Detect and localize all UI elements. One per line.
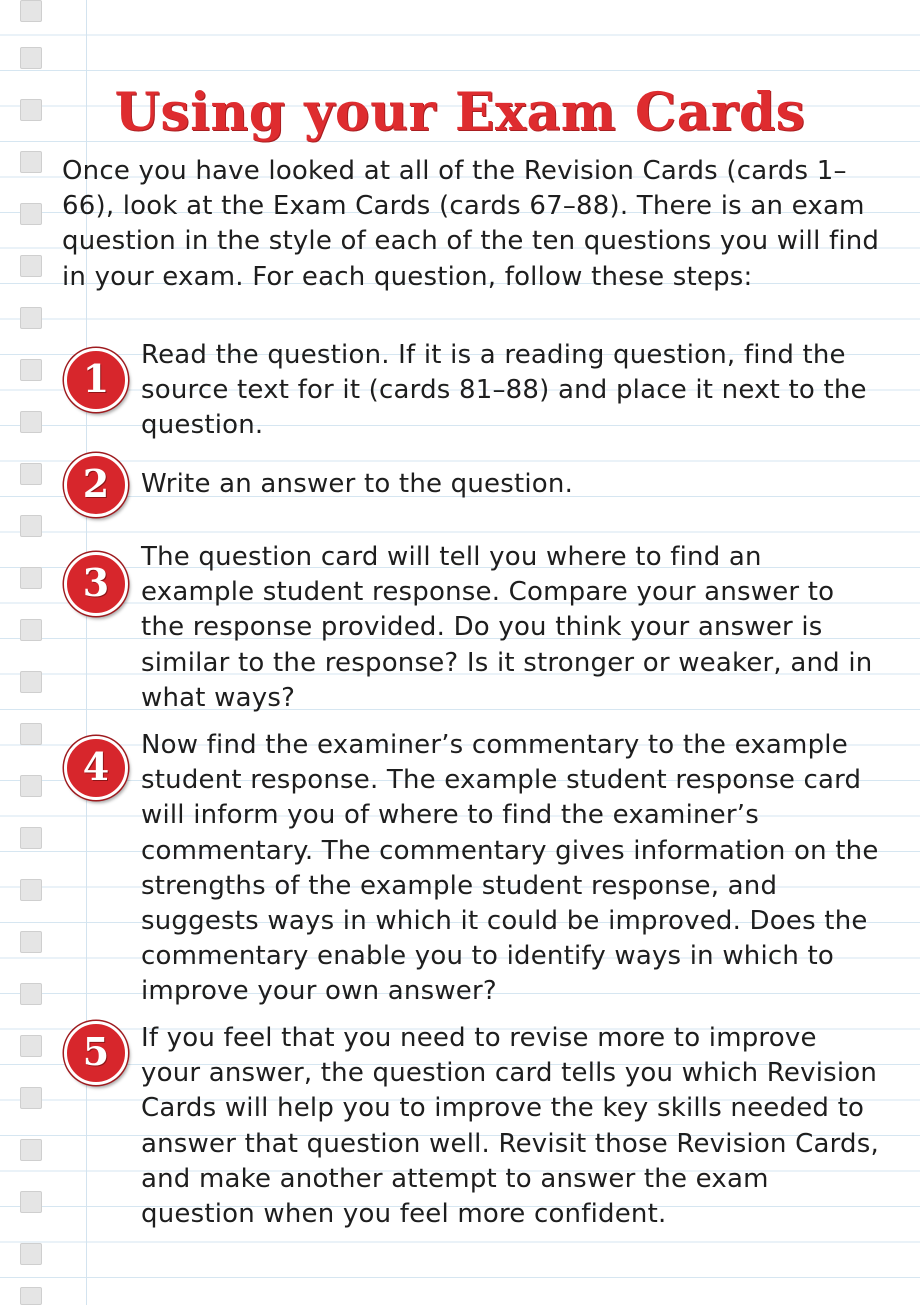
step-text: Write an answer to the question.	[141, 469, 574, 499]
binder-holes	[0, 0, 60, 1305]
step-number-badge: 1	[64, 348, 128, 412]
step-2	[62, 461, 882, 506]
step-4	[62, 728, 882, 1010]
step-number-badge: 2	[64, 453, 128, 517]
binder-hole	[20, 255, 42, 277]
step-number-badge: 5	[64, 1021, 128, 1085]
binder-hole	[20, 151, 42, 173]
binder-hole	[20, 359, 42, 381]
page-title: Using your Exam Cards	[114, 82, 806, 143]
binder-hole	[20, 983, 42, 1005]
step-3	[62, 540, 882, 716]
binder-hole	[20, 567, 42, 589]
binder-hole	[20, 827, 42, 849]
binder-hole	[20, 619, 42, 641]
binder-hole	[20, 1287, 42, 1305]
step-text: If you feel that you need to revise more to improve your answer, the question card tells you which Revision Cards will help you to improve the key skills needed to answer that question well. Revisit those Revision Cards, and make another attempt to answer the exam question when you feel more confident.	[141, 1023, 879, 1230]
binder-hole	[20, 723, 42, 745]
binder-hole	[20, 931, 42, 953]
binder-hole	[20, 203, 42, 225]
binder-hole	[20, 1191, 42, 1213]
binder-hole	[20, 879, 42, 901]
step-5	[62, 1021, 882, 1232]
binder-hole	[20, 0, 42, 22]
binder-hole	[20, 515, 42, 537]
binder-hole	[20, 671, 42, 693]
step-text: Read the question. If it is a reading question, find the source text for it (cards 81–88) and place it next to the question.	[141, 340, 867, 441]
step-text: The question card will tell you where to find an example student response. Compare your answer to the response provided. Do you think your answer is similar to the response? Is it stronger or weaker, and in what ways?	[141, 542, 873, 713]
step-number-badge: 4	[64, 736, 128, 800]
binder-hole	[20, 1035, 42, 1057]
binder-hole	[20, 1087, 42, 1109]
step-text: Now find the examiner’s commentary to the example student response. The example student response card will inform you of where to find the examiner’s commentary. The commentary gives information on the strengths of the example student response, and suggests ways in which it could be improved. Does the commentary enable you to identify ways in which to improve your own answer?	[141, 730, 879, 1007]
step-number-badge: 3	[64, 552, 128, 616]
binder-hole	[20, 411, 42, 433]
intro-paragraph: Once you have looked at all of the Revision Cards (cards 1–66), look at the Exam Cards (cards 67–88). There is an exam question in the style of each of the ten questions you will find in your exam. For each question, follow these steps:	[62, 156, 880, 292]
binder-hole	[20, 47, 42, 69]
binder-hole	[20, 1243, 42, 1265]
binder-hole	[20, 775, 42, 797]
binder-hole	[20, 463, 42, 485]
binder-hole	[20, 307, 42, 329]
binder-hole	[20, 1139, 42, 1161]
step-1	[62, 338, 882, 444]
